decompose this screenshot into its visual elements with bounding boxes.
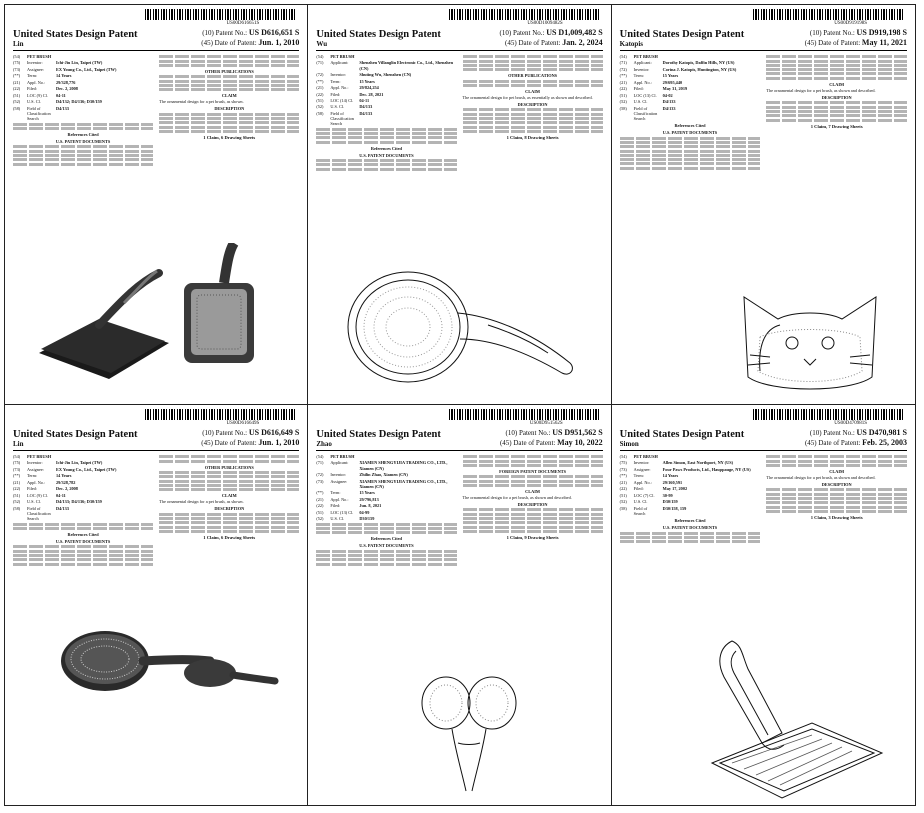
field-label: U.S. Cl. <box>330 516 345 522</box>
drawing-sheets: 1 Claim, 6 Drawing Sheets <box>203 534 256 540</box>
patent-title: United States Design Patent <box>619 29 745 40</box>
inventor-surname: Simon <box>619 440 639 448</box>
field-code: (54) <box>316 454 324 459</box>
claim-heading: CLAIM <box>221 493 237 499</box>
field-code: (51) <box>316 98 324 103</box>
inventor-surname: Zhao <box>316 440 332 448</box>
field-code: (21) <box>316 496 324 502</box>
patent-header <box>13 28 299 51</box>
field-value: Dec. 2, 2008 <box>56 86 78 92</box>
doc-number: US00D1009482S <box>527 21 563 26</box>
refs-sub: U.S. PATENT DOCUMENTS <box>359 152 414 158</box>
field-value: PET BRUSH <box>27 454 52 459</box>
field-label: Inventor: <box>633 66 650 72</box>
date-label: (45) Date of Patent: <box>505 39 561 47</box>
field-code: (58) <box>619 105 627 111</box>
doc-number: US00D919198S <box>834 21 867 26</box>
field-value: 15 Years <box>662 73 679 79</box>
field-code: (54) <box>619 454 627 459</box>
barcode <box>753 409 903 420</box>
field-code: (22) <box>619 486 627 492</box>
patent-page-4 <box>5 405 308 805</box>
field-value: 04-99 <box>359 509 370 515</box>
patent-no-label: (10) Patent No.: <box>202 429 248 437</box>
refs-heading: References Cited <box>67 531 99 537</box>
field-value: Ichi-Jiu Lin, Taipei (TW) <box>56 460 103 466</box>
field-value: Dec. 2, 2008 <box>56 486 78 492</box>
patent-title: United States Design Patent <box>13 29 138 40</box>
field-label: Filed: <box>27 86 38 92</box>
field-label: LOC (9) Cl. <box>27 92 48 98</box>
field-value: D30/159 <box>662 499 678 505</box>
field-label: Appl. No.: <box>633 479 652 485</box>
field-label: Term: <box>633 473 644 479</box>
refs-sub: U.S. PATENT DOCUMENTS <box>662 130 718 136</box>
field-label: Assignee: <box>330 478 348 484</box>
refs-sub: U.S. PATENT DOCUMENTS <box>662 525 718 531</box>
field-value: Four Paws Products, Ltd., Hauppauge, NY (US) <box>662 466 751 472</box>
description-heading: DESCRIPTION <box>517 502 548 508</box>
field-code: (52) <box>316 104 324 110</box>
field-value: D4/133 <box>662 105 676 111</box>
field-label: U.S. Cl. <box>27 99 41 105</box>
field-code: (51) <box>13 92 21 98</box>
field-value: D4/133 <box>56 105 69 111</box>
field-value: 29/695,440 <box>662 79 683 85</box>
field-value: 29/328,782 <box>56 479 76 485</box>
claim-text: The ornamental design for pet brush, as essentially as shown and described. <box>462 94 593 100</box>
field-label: Inventor: <box>330 72 347 78</box>
refs-sub: U.S. PATENT DOCUMENTS <box>55 138 111 144</box>
field-code: (**) <box>13 473 21 479</box>
field-label: U.S. Cl. <box>330 104 345 110</box>
field-code: (72) <box>619 66 627 72</box>
field-value: Allen Simon, East Northport, NY (US) <box>662 460 734 466</box>
right-column <box>463 54 603 172</box>
field-code: (71) <box>619 60 627 66</box>
field-label: Filed: <box>633 86 644 92</box>
description-heading: DESCRIPTION <box>517 102 548 108</box>
field-code: (52) <box>619 499 627 505</box>
patent-date: Jun. 1, 2010 <box>258 438 300 447</box>
date-label: (45) Date of Patent: <box>201 439 257 447</box>
refs-heading: References Cited <box>674 123 706 129</box>
field-code: (73) <box>619 466 627 472</box>
description-heading: DESCRIPTION <box>821 482 852 488</box>
field-label: Applicant: <box>633 60 652 66</box>
field-value: Jun. 8, 2021 <box>359 503 382 509</box>
left-column <box>620 454 761 544</box>
field-code: (58) <box>619 505 627 511</box>
field-code: (72) <box>316 72 324 78</box>
field-value: EX Young Co., Ltd., Taipei (TW) <box>56 66 117 72</box>
patent-header <box>620 428 907 451</box>
description-heading: DESCRIPTION <box>214 106 245 112</box>
field-value: D4/133 <box>359 104 373 110</box>
patent-date: Jun. 1, 2010 <box>258 38 300 47</box>
field-value: 04-11 <box>56 492 66 498</box>
patent-header <box>620 28 907 51</box>
field-value: Zhilin Zhao, Xiamen (CN) <box>359 472 408 478</box>
patent-number: US D919,198 S <box>856 28 907 37</box>
field-label: Appl. No.: <box>27 79 46 85</box>
field-value: May 31, 2019 <box>662 86 688 92</box>
claim-heading: CLAIM <box>525 488 540 494</box>
patent-no-label: (10) Patent No.: <box>809 29 855 37</box>
field-label: Filed: <box>633 486 644 492</box>
field-value: D30/158, 159 <box>662 505 687 511</box>
refs-heading: References Cited <box>370 145 402 151</box>
field-value: D4/133; D4/136; D30/159 <box>56 499 102 505</box>
field-label: Field of Search <box>633 505 648 516</box>
patent-number: US D616,651 S <box>248 28 300 37</box>
inventor-surname: Lin <box>13 440 24 448</box>
refs-sub: U.S. PATENT DOCUMENTS <box>359 543 414 549</box>
claim-text: The ornamental design for a pet brush, as shown and described. <box>462 494 572 500</box>
field-label: LOC (9) Cl. <box>27 492 48 498</box>
barcode <box>145 9 295 20</box>
barcode <box>449 409 599 420</box>
patent-no-label: (10) Patent No.: <box>202 29 248 37</box>
field-code: (22) <box>619 86 627 92</box>
patent-page-1 <box>5 5 308 405</box>
field-code: (75) <box>13 460 21 466</box>
field-value: 30-99 <box>662 492 673 498</box>
field-label: Applicant: <box>330 60 349 66</box>
doc-number: US00D616649S <box>226 421 260 426</box>
field-code: (72) <box>316 472 324 478</box>
barcode <box>753 9 903 20</box>
field-label: Inventor: <box>330 472 347 478</box>
field-value: 29/824,254 <box>359 85 379 91</box>
description-heading: DESCRIPTION <box>214 506 245 512</box>
patent-date: Jan. 2, 2024 <box>562 38 603 47</box>
field-label: Term: <box>27 473 38 479</box>
patent-number: US D616,649 S <box>248 428 300 437</box>
field-label: Applicant: <box>330 460 349 466</box>
field-label: Filed: <box>330 91 341 97</box>
field-label: Inventor: <box>633 460 650 466</box>
field-value: Shenzhen Villanglin Electronic Co., Ltd., Shenzhen (CN) <box>359 60 453 71</box>
patent-page-6 <box>612 405 915 805</box>
field-code: (73) <box>316 478 324 484</box>
patent-number: US D1,009,482 S <box>546 28 603 37</box>
field-code: (75) <box>13 60 21 66</box>
barcode <box>145 409 295 420</box>
left-column <box>13 454 153 567</box>
field-value: PET BRUSH <box>330 454 355 459</box>
field-code: (21) <box>13 479 21 485</box>
claim-heading: CLAIM <box>525 88 540 94</box>
field-value: Shuting Wu, Shenzhen (CN) <box>359 72 412 78</box>
field-code: (51) <box>619 492 627 498</box>
claim-text: The ornamental design for a pet brush, as shown and described. <box>766 87 876 93</box>
field-code: (22) <box>13 86 21 92</box>
field-label: Filed: <box>27 486 38 492</box>
claim-heading: CLAIM <box>221 93 237 99</box>
refs-sub: U.S. PATENT DOCUMENTS <box>55 538 111 544</box>
other-pubs-heading: OTHER PUBLICATIONS <box>508 73 558 79</box>
field-code: (73) <box>13 466 21 472</box>
doc-number: US00D470981S <box>834 421 867 426</box>
field-value: Corina J. Katopis, Huntington, NY (US) <box>662 66 737 72</box>
field-code: (58) <box>316 110 324 116</box>
date-label: (45) Date of Patent: <box>499 439 556 447</box>
field-code: (54) <box>13 454 21 459</box>
field-value: 04-02 <box>662 92 673 98</box>
field-code: (54) <box>13 54 21 59</box>
field-label: LOC (13) Cl. <box>633 92 657 98</box>
field-code: (**) <box>619 473 627 479</box>
field-value: 14 Years <box>56 473 72 479</box>
inventor-surname: Wu <box>316 40 328 48</box>
field-code: (52) <box>13 99 21 105</box>
patent-header <box>13 428 299 451</box>
field-value: 29/160,591 <box>662 479 683 485</box>
drawing-sheets: 1 Claim, 3 Drawing Sheets <box>810 514 863 520</box>
field-code: (71) <box>316 460 324 466</box>
field-value: 29/328,776 <box>56 79 76 85</box>
claim-heading: CLAIM <box>829 468 845 474</box>
round-brush-drawing <box>338 255 588 395</box>
right-column <box>463 454 603 567</box>
field-value: 04-11 <box>56 92 66 98</box>
field-label: U.S. Cl. <box>27 499 41 505</box>
patent-page-3 <box>612 5 915 405</box>
claim-text: The ornamental design for a pet brush, as shown. <box>159 499 244 505</box>
right-column <box>159 54 299 167</box>
field-label: LOC (14) Cl. <box>330 98 354 103</box>
field-label: Appl. No.: <box>633 79 652 85</box>
pin-brush-drawing <box>45 613 285 723</box>
field-code: (54) <box>619 54 627 59</box>
inventor-surname: Lin <box>13 40 24 48</box>
field-value: D30/159 <box>359 516 375 522</box>
left-column <box>13 54 153 167</box>
patent-date: Feb. 25, 2003 <box>862 438 907 447</box>
date-label: (45) Date of Patent: <box>804 439 861 447</box>
description-heading: DESCRIPTION <box>821 94 852 100</box>
field-value: 15 Years <box>359 78 375 84</box>
field-value: Ichi-Jiu Lin, Taipei (TW) <box>56 60 103 66</box>
doc-number: US00D951562S <box>529 421 563 426</box>
inventor-surname: Katopis <box>619 40 643 48</box>
right-column <box>766 454 907 544</box>
left-column <box>316 454 456 567</box>
field-code: (73) <box>13 66 21 72</box>
patent-header <box>316 28 602 51</box>
refs-heading: References Cited <box>370 536 402 542</box>
field-label: Assignee: <box>27 66 44 72</box>
claim-text: The ornamental design for a pet brush, as shown and described. <box>766 474 876 480</box>
field-label: Term: <box>330 78 341 84</box>
field-value: XIAMEN SHENGYIJIA TRADING CO., LTD., Xiamen (CN) <box>359 478 448 489</box>
field-code: (**) <box>13 73 21 79</box>
right-column <box>159 454 299 567</box>
field-code: (22) <box>316 503 324 509</box>
field-label: Field of Classification Search <box>330 110 354 127</box>
field-label: Appl. No.: <box>330 496 349 502</box>
drawing-sheets: 1 Claim, 9 Drawing Sheets <box>506 534 559 540</box>
doc-number: US00D616651S <box>226 21 260 26</box>
patent-no-label: (10) Patent No.: <box>809 429 855 437</box>
field-label: Field of Classification Search <box>27 105 51 122</box>
claim-text: The ornamental design for a pet brush, as shown. <box>159 99 244 105</box>
patent-title: United States Design Patent <box>316 429 441 440</box>
patent-number: US D470,981 S <box>856 428 907 437</box>
field-code: (58) <box>13 505 21 511</box>
field-code: (54) <box>316 54 324 59</box>
field-value: D4/133 <box>662 99 676 105</box>
patent-title: United States Design Patent <box>316 29 441 40</box>
field-code: (71) <box>316 60 324 66</box>
field-label: Assignee: <box>633 466 651 472</box>
other-pubs-heading: OTHER PUBLICATIONS <box>204 464 254 470</box>
field-label: Term: <box>27 73 38 79</box>
left-column <box>620 54 761 171</box>
field-code: (22) <box>13 486 21 492</box>
barcode <box>449 9 599 20</box>
field-code: (51) <box>619 92 627 98</box>
field-value: EX Young Co., Ltd., Taipei (TW) <box>56 466 117 472</box>
patent-no-label: (10) Patent No.: <box>505 429 551 437</box>
field-value: XIAMEN SHENGYIJIA TRADING CO., LTD., Xiamen (CN) <box>359 460 448 471</box>
field-label: Term: <box>330 490 341 496</box>
claim-heading: CLAIM <box>829 81 845 87</box>
field-label: U.S. Cl. <box>633 499 648 505</box>
field-value: Dec. 28, 2021 <box>359 91 384 97</box>
patent-page-5 <box>308 405 611 805</box>
patent-date: May 11, 2021 <box>861 38 907 47</box>
field-label: Appl. No.: <box>27 479 46 485</box>
field-code: (75) <box>619 460 627 466</box>
field-code: (58) <box>13 105 21 111</box>
field-code: (21) <box>619 79 627 85</box>
slicker-brush-drawing <box>29 243 289 393</box>
patent-header <box>316 428 602 451</box>
field-value: PET BRUSH <box>330 54 355 59</box>
field-code: (**) <box>316 78 324 84</box>
field-value: PET BRUSH <box>27 54 52 59</box>
drawing-sheets: 1 Claim, 8 Drawing Sheets <box>506 134 559 140</box>
right-column <box>766 54 907 171</box>
field-label: Inventor: <box>27 60 43 66</box>
field-value: PET BRUSH <box>633 54 658 59</box>
field-value: 04-11 <box>359 98 370 103</box>
field-code: (21) <box>619 479 627 485</box>
foreign-pubs-heading: FOREIGN PATENT DOCUMENTS <box>499 468 567 474</box>
patent-title: United States Design Patent <box>619 429 745 440</box>
field-value: D4/132; D4/136; D30/159 <box>56 99 102 105</box>
field-code: (22) <box>316 91 324 97</box>
field-value: D4/133 <box>56 505 69 511</box>
field-value: 29/796,813 <box>359 496 379 502</box>
field-code: (52) <box>316 516 324 522</box>
field-value: Dorothy Katopis, Daffin Hills, NY (US) <box>662 60 735 66</box>
field-value: 15 Years <box>359 490 375 496</box>
drawing-sheets: 1 Claim, 6 Drawing Sheets <box>203 134 256 140</box>
date-label: (45) Date of Patent: <box>201 39 257 47</box>
patent-title: United States Design Patent <box>13 429 138 440</box>
patent-no-label: (10) Patent No.: <box>499 29 545 37</box>
field-value: D4/133 <box>359 110 373 116</box>
patent-grid <box>4 4 916 806</box>
date-label: (45) Date of Patent: <box>804 39 861 47</box>
field-value: PET BRUSH <box>633 454 658 459</box>
patent-number: US D951,562 S <box>552 428 603 437</box>
patent-date: May 10, 2022 <box>557 438 603 447</box>
field-code: (**) <box>316 490 324 496</box>
left-column <box>316 54 456 172</box>
field-label: Field of Classification Search <box>27 505 51 522</box>
double-round-brush-drawing <box>416 673 526 797</box>
field-label: U.S. Cl. <box>633 99 648 105</box>
refs-heading: References Cited <box>674 518 706 524</box>
field-label: Term: <box>633 73 644 79</box>
field-label: Filed: <box>330 503 341 509</box>
field-label: LOC (7) Cl. <box>633 492 655 498</box>
field-label: Appl. No.: <box>330 85 349 91</box>
field-code: (51) <box>316 509 324 515</box>
drawing-sheets: 1 Claim, 7 Drawing Sheets <box>810 123 863 129</box>
field-code: (52) <box>619 99 627 105</box>
field-label: Inventor: <box>27 460 43 466</box>
other-pubs-heading: OTHER PUBLICATIONS <box>204 68 254 74</box>
field-value: 14 Years <box>56 73 72 79</box>
field-label: Assignee: <box>27 466 44 472</box>
field-code: (51) <box>13 492 21 498</box>
field-value: May 17, 2002 <box>662 486 688 492</box>
cat-shaped-brush-drawing <box>730 267 890 397</box>
field-code: (**) <box>619 73 627 79</box>
field-code: (21) <box>316 85 324 91</box>
handled-slicker-brush-drawing <box>692 633 892 803</box>
refs-heading: References Cited <box>67 131 99 137</box>
field-label: Field of Classification Search <box>633 105 658 122</box>
patent-page-2 <box>308 5 611 405</box>
field-value: 14 Years <box>662 473 679 479</box>
field-code: (52) <box>13 499 21 505</box>
field-code: (21) <box>13 79 21 85</box>
field-label: LOC (13) Cl. <box>330 509 354 515</box>
